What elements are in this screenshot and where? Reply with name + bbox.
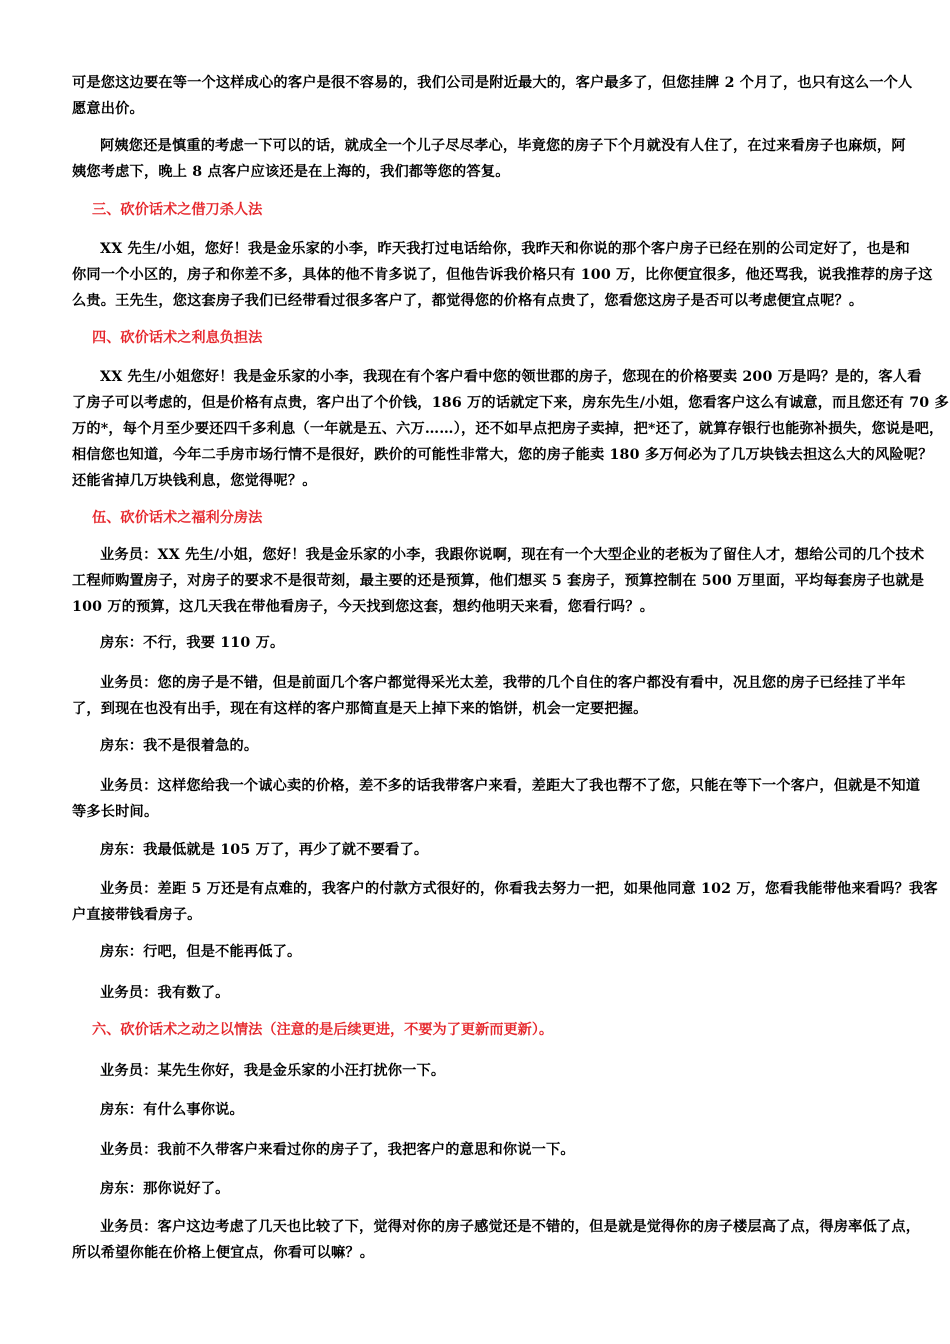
- section-heading-6: 六、砍价话术之动之以情法（注意的是后续更进，不要为了更新而更新）。: [92, 1022, 554, 1038]
- text-line: 业务员：某先生你好，我是金乐家的小汪打扰你一下。: [100, 1063, 446, 1079]
- text-line: 可是您这边要在等一个这样成心的客户是很不容易的，我们公司是附近最大的，客户最多了，但您挂牌 2 个月了，也只有这么一个人: [72, 75, 913, 91]
- text-line: 相信您也知道，今年二手房市场行情不是很好，跌价的可能性非常大，您的房子能卖 180 多万何必为了几万块钱去担这么大的风险呢？: [72, 447, 933, 463]
- text-line: 业务员：我前不久带客户来看过你的房子了，我把客户的意思和你说一下。: [100, 1142, 575, 1158]
- paragraph: [72, 980, 894, 1006]
- paragraph: [72, 236, 933, 314]
- section-heading-3: 三、砍价话术之借刀杀人法: [92, 202, 263, 218]
- text-line: 万的*，每个月至少要还四千多利息（一年就是五、六万……），还不如早点把房子卖掉，把*还了，就算存银行也能弥补损失，您说是吧，: [72, 421, 944, 437]
- text-line: 业务员：差距 5 万还是有点难的，我客户的付款方式很好的，你看我去努力一把，如果他同意 102 万，您看我能带他来看吗？我客: [100, 881, 938, 897]
- paragraph: [72, 1214, 921, 1266]
- text-line: 了房子可以考虑的，但是价格有点贵，客户出了个价钱，186 万的话就定下来，房东先生/小姐，您看客户这么有诚意，而且您还有 70 多: [72, 395, 949, 411]
- paragraph: [72, 773, 921, 825]
- paragraph: [72, 70, 913, 122]
- paragraph: [72, 542, 925, 620]
- text-line: XX 先生/小姐您好！我是金乐家的小李，我现在有个客户看中您的领世郡的房子，您现在的价格要卖 200 万是吗？是的，客人看: [100, 369, 922, 385]
- paragraph: [72, 1137, 894, 1163]
- paragraph: [72, 837, 894, 863]
- paragraph: [72, 876, 938, 928]
- text-line: 还能省掉几万块钱利息，您觉得呢？。: [72, 473, 317, 489]
- section-heading-4: 四、砍价话术之利息负担法: [92, 330, 263, 346]
- text-line: 工程师购置房子，对房子的要求不是很苛刻，最主要的还是预算，他们想买 5 套房子，预算控制在 500 万里面，平均每套房子也就是: [72, 573, 925, 589]
- text-line: 房东：行吧，但是不能再低了。: [100, 944, 302, 960]
- text-line: 业务员：XX 先生/小姐，您好！我是金乐家的小李，我跟你说啊，现在有一个大型企业的老板为了留住人才，想给公司的几个技术: [100, 547, 925, 563]
- text-line: 姨您考虑下，晚上 8 点客户应该还是在上海的，我们都等您的答复。: [72, 164, 510, 180]
- text-line: 了，到现在也没有出手，现在有这样的客户那简直是天上掉下来的馅饼，机会一定要把握。: [72, 701, 648, 717]
- paragraph: [72, 939, 894, 965]
- section-heading-5: 伍、砍价话术之福利分房法: [92, 510, 263, 526]
- text-line: 阿姨您还是慎重的考虑一下可以的话，就成全一个儿子尽尽孝心，毕竟您的房子下个月就没有人住了，在过来看房子也麻烦，阿: [100, 138, 906, 154]
- text-line: 业务员：我有数了。: [100, 985, 230, 1001]
- text-line: 房东：有什么事你说。: [100, 1102, 244, 1118]
- paragraph: [72, 1058, 894, 1084]
- text-line: 房东：那你说好了。: [100, 1181, 230, 1197]
- paragraph: [72, 630, 894, 656]
- paragraph: [72, 1097, 894, 1123]
- text-line: 么贵。王先生，您这套房子我们已经带看过很多客户了，都觉得您的价格有点贵了，您看您这房子是否可以考虑便宜点呢？。: [72, 293, 864, 309]
- text-line: 愿意出价。: [72, 101, 144, 117]
- text-line: 业务员：这样您给我一个诚心卖的价格，差不多的话我带客户来看，差距大了我也帮不了您，只能在等下一个客户，但就是不知道: [100, 778, 921, 794]
- paragraph: [72, 1176, 894, 1202]
- text-line: 户直接带钱看房子。: [72, 907, 202, 923]
- text-line: 100 万的预算，这几天我在带他看房子，今天找到您这套，想约他明天来看，您看行吗？。: [72, 599, 655, 615]
- text-line: 房东：我不是很着急的。: [100, 738, 259, 754]
- text-line: XX 先生/小姐，您好！我是金乐家的小李，昨天我打过电话给你，我昨天和你说的那个客户房子已经在别的公司定好了，也是和: [100, 241, 910, 257]
- text-line: 业务员：客户这边考虑了几天也比较了下，觉得对你的房子感觉还是不错的，但是就是觉得你的房子楼层高了点，得房率低了点，: [100, 1219, 921, 1235]
- paragraph: [72, 733, 894, 759]
- text-line: 业务员：您的房子是不错，但是前面几个客户都觉得采光太差，我带的几个自住的客户都没有看中，况且您的房子已经挂了半年: [100, 675, 906, 691]
- paragraph: [72, 364, 949, 494]
- text-line: 等多长时间。: [72, 804, 159, 820]
- text-line: 你同一个小区的，房子和你差不多，具体的他不肯多说了，但他告诉我价格只有 100 万，比你便宜很多，他还骂我，说我推荐的房子这: [72, 267, 933, 283]
- text-line: 所以希望你能在价格上便宜点，你看可以嘛？。: [72, 1245, 375, 1261]
- text-line: 房东：不行，我要 110 万。: [100, 635, 285, 651]
- text-line: 房东：我最低就是 105 万了，再少了就不要看了。: [100, 842, 429, 858]
- paragraph: [72, 670, 906, 722]
- paragraph: [72, 133, 906, 185]
